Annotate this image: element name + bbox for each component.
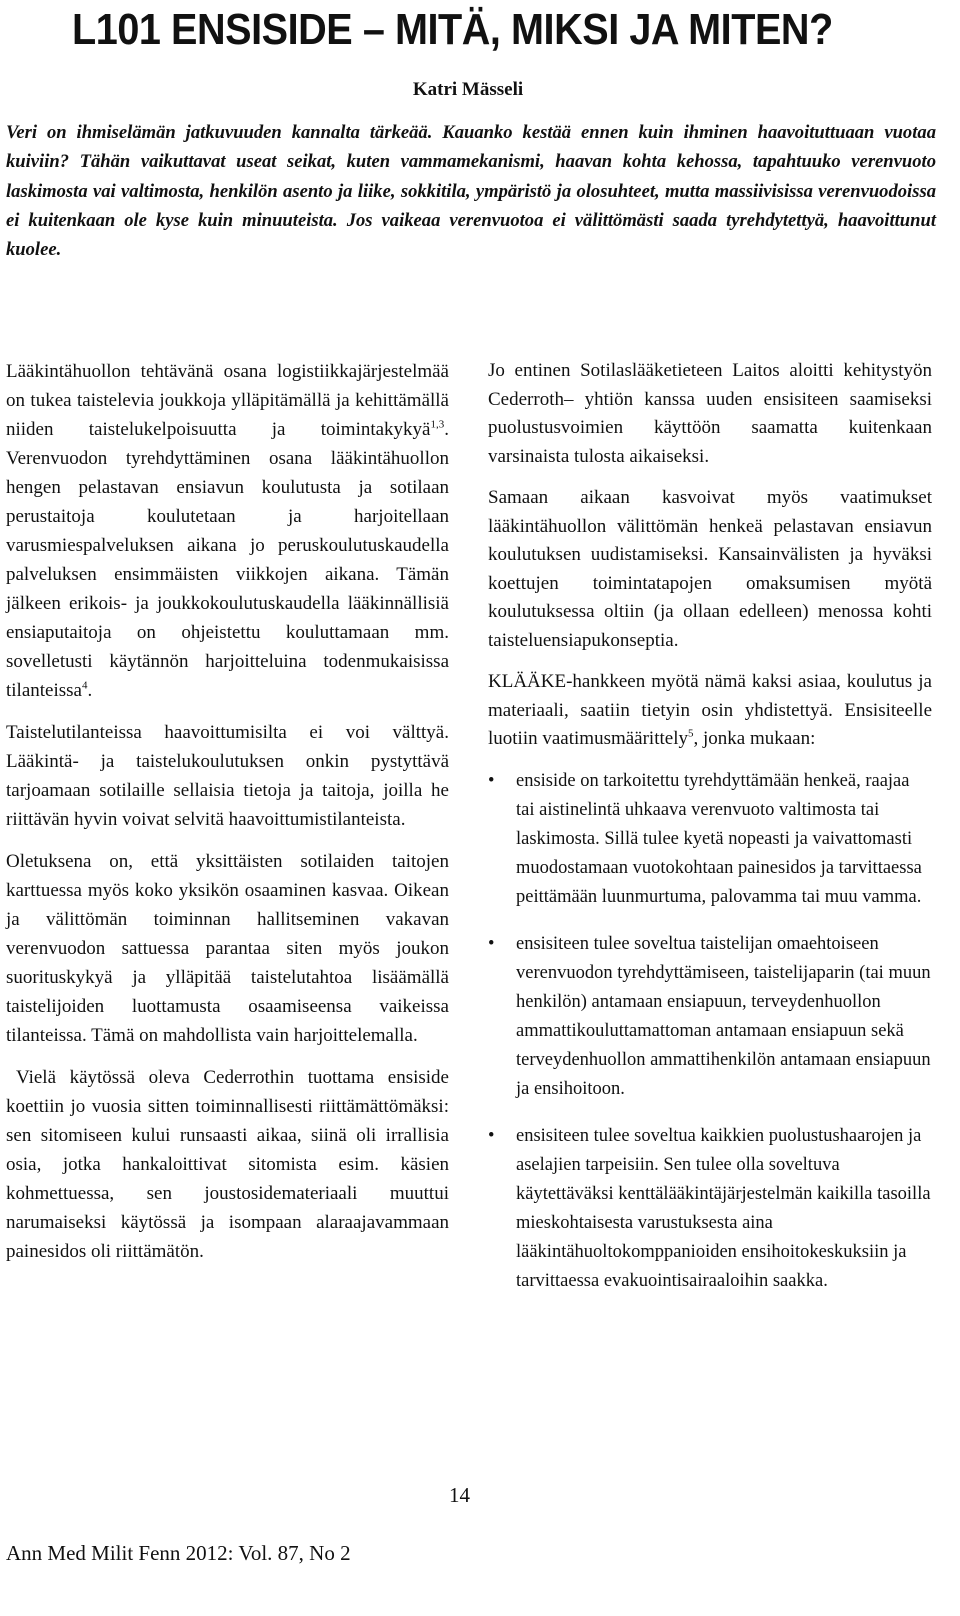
bullet-icon: • bbox=[488, 770, 495, 791]
left-paragraph-2: Taistelutilanteissa haavoittumisilta ei voi välttyä. Lääkintä- ja taistelukoulutuksen onkin pystyttävä tarjoamaan sotilaille sellaisia tietoja ja taitoja, joilla he riittävän hyvin voivat selvitä haavoittumistilanteista. bbox=[6, 722, 449, 830]
right-column bbox=[488, 357, 932, 1314]
right-paragraph-3-end: , jonka mukaan: bbox=[693, 728, 816, 749]
journal-footer: Ann Med Milit Fenn 2012: Vol. 87, No 2 bbox=[6, 1541, 351, 1565]
requirement-text: ensisiteen tulee soveltua taistelijan omaehtoiseen verenvuodon tyrehdyttämiseen, taistelijaparin (tai muun henkilön) antamaan ensiapuun, terveydenhuollon ammattikouluttamattoman antamaan ensiapuun sekä terveydenhuollon ammattihenkilön antamaan ensiapuun ja ensihoitoon. bbox=[516, 933, 931, 1099]
right-paragraph-1: Jo entinen Sotilaslääketieteen Laitos aloitti kehitystyön Cederroth– yhtiön kanssa uuden ensisiteen saamiseksi puolustusvoimien käyttöön saamatta kuitenkaan varsinaista tulosta aikaiseksi. bbox=[488, 360, 932, 467]
requirement-text: ensiside on tarkoitettu tyrehdyttämään henkeä, raajaa tai aistinelintä uhkaava verenvuoto valtimosta tai laskimosta. Sillä tulee kyetä nopeasti ja vaivattomasti muodostamaan vuotokohtaan painesidos ja tarvittaessa peittämään luunmurtuma, palovamma tai muu vamma. bbox=[516, 770, 922, 907]
left-paragraph-1-continued: . Verenvuodon tyrehdyttäminen osana lääkintähuollon hengen pelastavan ensiavun koulutusta ja sotilaan perustaitoja koulutetaan ja harjoitellaan varusmiespalveluksen aikana jo peruskoulutuskaudella palveluksen ensimmäisten viikkojen aikana. Tämän jälkeen erikois- ja joukkokoulutuskaudella lääkinnällisiä ensiaputaitoja on ohjeistettu kouluttamaan mm. sovelletusti käytännön harjoitteluina todenmukaisissa tilanteissa bbox=[6, 419, 449, 701]
requirement-text: ensisiteen tulee soveltua kaikkien puolustushaarojen ja aselajien tarpeisiin. Sen tulee olla soveltuva käytettäväksi kenttälääkintäjärjestelmän kaikilla tasoilla mieskohtaisesta varustuksesta aina lääkintähuoltokomppanioiden ensihoitokeskuksiin ja tarvittaessa evakuointisairaaloihin saakka. bbox=[516, 1125, 931, 1291]
abstract: Veri on ihmiselämän jatkuvuuden kannalta tärkeää. Kauanko kestää ennen kuin ihminen haavoituttuaan vuotaa kuiviin? Tähän vaikuttavat useat seikat, kuten vammamekanismi, haavan kohta kehossa, tapahtuuko verenvuoto laskimosta vai valtimosta, henkilön asento ja liike, sokkitila, ympäristö ja olosuhteet, mutta massiivisissa verenvuodoissa ei kuitenkaan ole kyse kuin minuuteista. Jos vaikeaa verenvuotoa ei välittömästi saada tyrehdytettyä, haavoittunut kuolee. bbox=[6, 122, 936, 261]
requirement-item bbox=[488, 930, 932, 1104]
reference-1-3: 1,3 bbox=[430, 418, 445, 431]
requirement-item bbox=[488, 1122, 932, 1296]
left-paragraph-1-end: . bbox=[87, 680, 93, 701]
left-column bbox=[6, 357, 449, 1279]
author-name: Katri Mässeli bbox=[412, 79, 524, 100]
requirement-item bbox=[488, 767, 932, 912]
left-paragraph-1-text: Lääkintähuollon tehtävänä osana logistiikkajärjestelmää on tukea taistelevia joukkoja ylläpitämällä ja kehittämällä niiden taistelukelpoisuutta ja toimintakykyä bbox=[6, 361, 449, 440]
article-title: L101 ENSISIDE – MITÄ, MIKSI JA MITEN? bbox=[72, 5, 833, 54]
right-paragraph-2: Samaan aikaan kasvoivat myös vaatimukset lääkintähuollon välittömän henkeä pelastavan ensiavun koulutuksen uudistamiseksi. Kansainvälisten ja hyväksi koettujen toimintatapojen omaksumisen myötä koulutuksessa oltiin (ja ollaan edelleen) menossa kohti taisteluensiapukonseptia. bbox=[488, 487, 932, 651]
reference-5: 5 bbox=[687, 727, 694, 740]
left-paragraph-4: Vielä käytössä oleva Cederrothin tuottama ensiside koettiin jo vuosia sitten toiminnallisesti riittämättömäksi: sen sitomiseen kului runsaasti aikaa, siinä oli irrallisia osia, jotka hankaloittivat sitomista esim. käsien kohmettuessa, sen joustosidemateriaali muuttui narumaiseksi käytössä ja isompaan alaraajavammaan painesidos oli riittämätön. bbox=[6, 1067, 449, 1262]
right-paragraph-3-text: KLÄÄKE-hankkeen myötä nämä kaksi asiaa, koulutus ja materiaali, saatiin tietyin osin yhdistettyä. Ensisiteelle luotiin vaatimusmäärittely bbox=[488, 671, 932, 749]
bullet-icon: • bbox=[488, 1125, 495, 1146]
right-paragraph-3 bbox=[488, 668, 932, 754]
left-paragraph-3: Oletuksena on, että yksittäisten sotilaiden taitojen karttuessa myös koko yksikön osaaminen kasvaa. Oikean ja välittömän toiminnan hallitseminen vakavan verenvuodon sattuessa parantaa siten myös joukon suorituskykyä ja ylläpitää taistelutahtoa lisäämällä taistelijoiden luottamusta osaamiseensa vaikeissa tilanteissa. Tämä on mahdollista vain harjoittelemalla. bbox=[6, 851, 449, 1046]
reference-4: 4 bbox=[81, 679, 88, 692]
page-number: 14 bbox=[449, 1483, 470, 1507]
left-paragraph-1 bbox=[6, 357, 449, 705]
requirements-list bbox=[488, 767, 932, 1296]
bullet-icon: • bbox=[488, 933, 495, 954]
